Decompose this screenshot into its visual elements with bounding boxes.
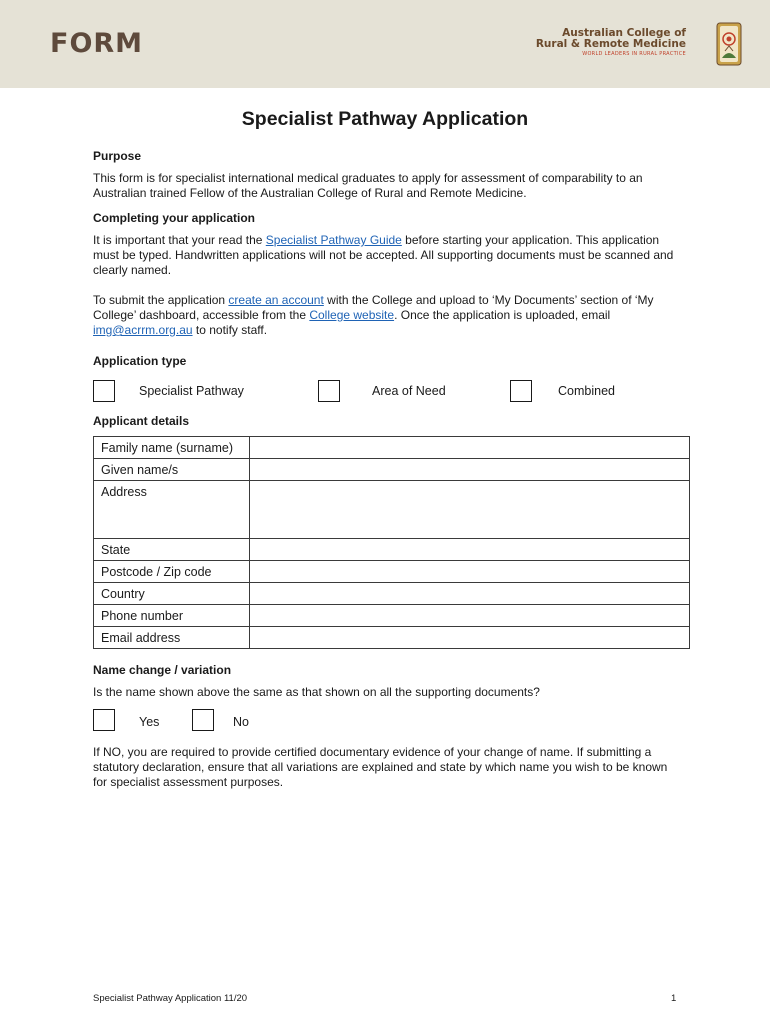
application-type-heading: Application type (93, 354, 187, 368)
yes-checkbox[interactable] (93, 709, 115, 731)
state-field[interactable] (250, 539, 690, 561)
postcode-label: Postcode / Zip code (94, 561, 250, 583)
combined-label: Combined (558, 384, 615, 398)
create-account-link[interactable]: create an account (228, 293, 324, 307)
name-change-question: Is the name shown above the same as that shown on all the supporting documents? (93, 685, 540, 699)
logo-text (536, 28, 686, 58)
family-name-label: Family name (surname) (94, 437, 250, 459)
country-label: Country (94, 583, 250, 605)
table-row (94, 605, 690, 627)
table-row (94, 481, 690, 539)
table-row (94, 459, 690, 481)
logo-line-1: Australian College of (562, 27, 686, 39)
completing-heading: Completing your application (93, 211, 256, 225)
completing-paragraph-2: To submit the application create an account with the College and upload to ‘My Documents’ section of ‘My College’ dashboard, accessible from the College website. Once the application is uploaded, email img@acrrm.org.au to notify staff. (93, 293, 654, 337)
combined-checkbox[interactable] (510, 380, 532, 402)
email-link[interactable]: img@acrrm.org.au (93, 323, 193, 337)
no-checkbox[interactable] (192, 709, 214, 731)
email-label: Email address (94, 627, 250, 649)
family-name-field[interactable] (250, 437, 690, 459)
form-label: FORM (50, 28, 144, 59)
name-change-heading: Name change / variation (93, 663, 232, 677)
no-label: No (233, 715, 249, 729)
applicant-details-table (93, 436, 690, 649)
applicant-details-heading: Applicant details (93, 414, 190, 428)
logo-tagline: WORLD LEADERS IN RURAL PRACTICE (582, 51, 686, 57)
given-names-label: Given name/s (94, 459, 250, 481)
footer-document-id: Specialist Pathway Application 11/20 (93, 993, 248, 1004)
page-number: 1 (671, 993, 677, 1004)
table-row (94, 627, 690, 649)
postcode-field[interactable] (250, 561, 690, 583)
purpose-text: This form is for specialist international medical graduates to apply for assessment of comparability to an Australian trained Fellow of the Australian College of Rural and Remote Medicine. (93, 171, 643, 200)
area-of-need-label: Area of Need (372, 384, 446, 398)
table-row (94, 561, 690, 583)
table-row (94, 583, 690, 605)
college-emblem-icon (716, 22, 742, 66)
header-band (0, 0, 770, 88)
area-of-need-checkbox[interactable] (318, 380, 340, 402)
name-change-note: If NO, you are required to provide certified documentary evidence of your change of name. If submitting a statutory declaration, ensure that all variations are explained and state by which name you wish to be known for specialist assessment purposes. (93, 745, 668, 789)
college-logo (512, 22, 742, 68)
page-title: Specialist Pathway Application (241, 108, 529, 130)
completing-paragraph-1: It is important that your read the Specialist Pathway Guide before starting your application. This application must be typed. Handwritten applications will not be accepted. All supporting documents must be scanned and clearly named. (93, 233, 674, 277)
country-field[interactable] (250, 583, 690, 605)
specialist-pathway-checkbox[interactable] (93, 380, 115, 402)
state-label: State (94, 539, 250, 561)
phone-label: Phone number (94, 605, 250, 627)
purpose-heading: Purpose (93, 149, 142, 163)
address-field[interactable] (250, 481, 690, 539)
logo-line-2: Rural & Remote Medicine (535, 38, 686, 50)
given-names-field[interactable] (250, 459, 690, 481)
phone-field[interactable] (250, 605, 690, 627)
specialist-pathway-guide-link[interactable]: Specialist Pathway Guide (265, 233, 402, 247)
college-website-link[interactable]: College website (309, 308, 395, 322)
address-label: Address (94, 481, 250, 539)
table-row (94, 539, 690, 561)
table-row (94, 437, 690, 459)
email-field[interactable] (250, 627, 690, 649)
specialist-pathway-label: Specialist Pathway (139, 384, 244, 398)
yes-label: Yes (139, 715, 160, 729)
